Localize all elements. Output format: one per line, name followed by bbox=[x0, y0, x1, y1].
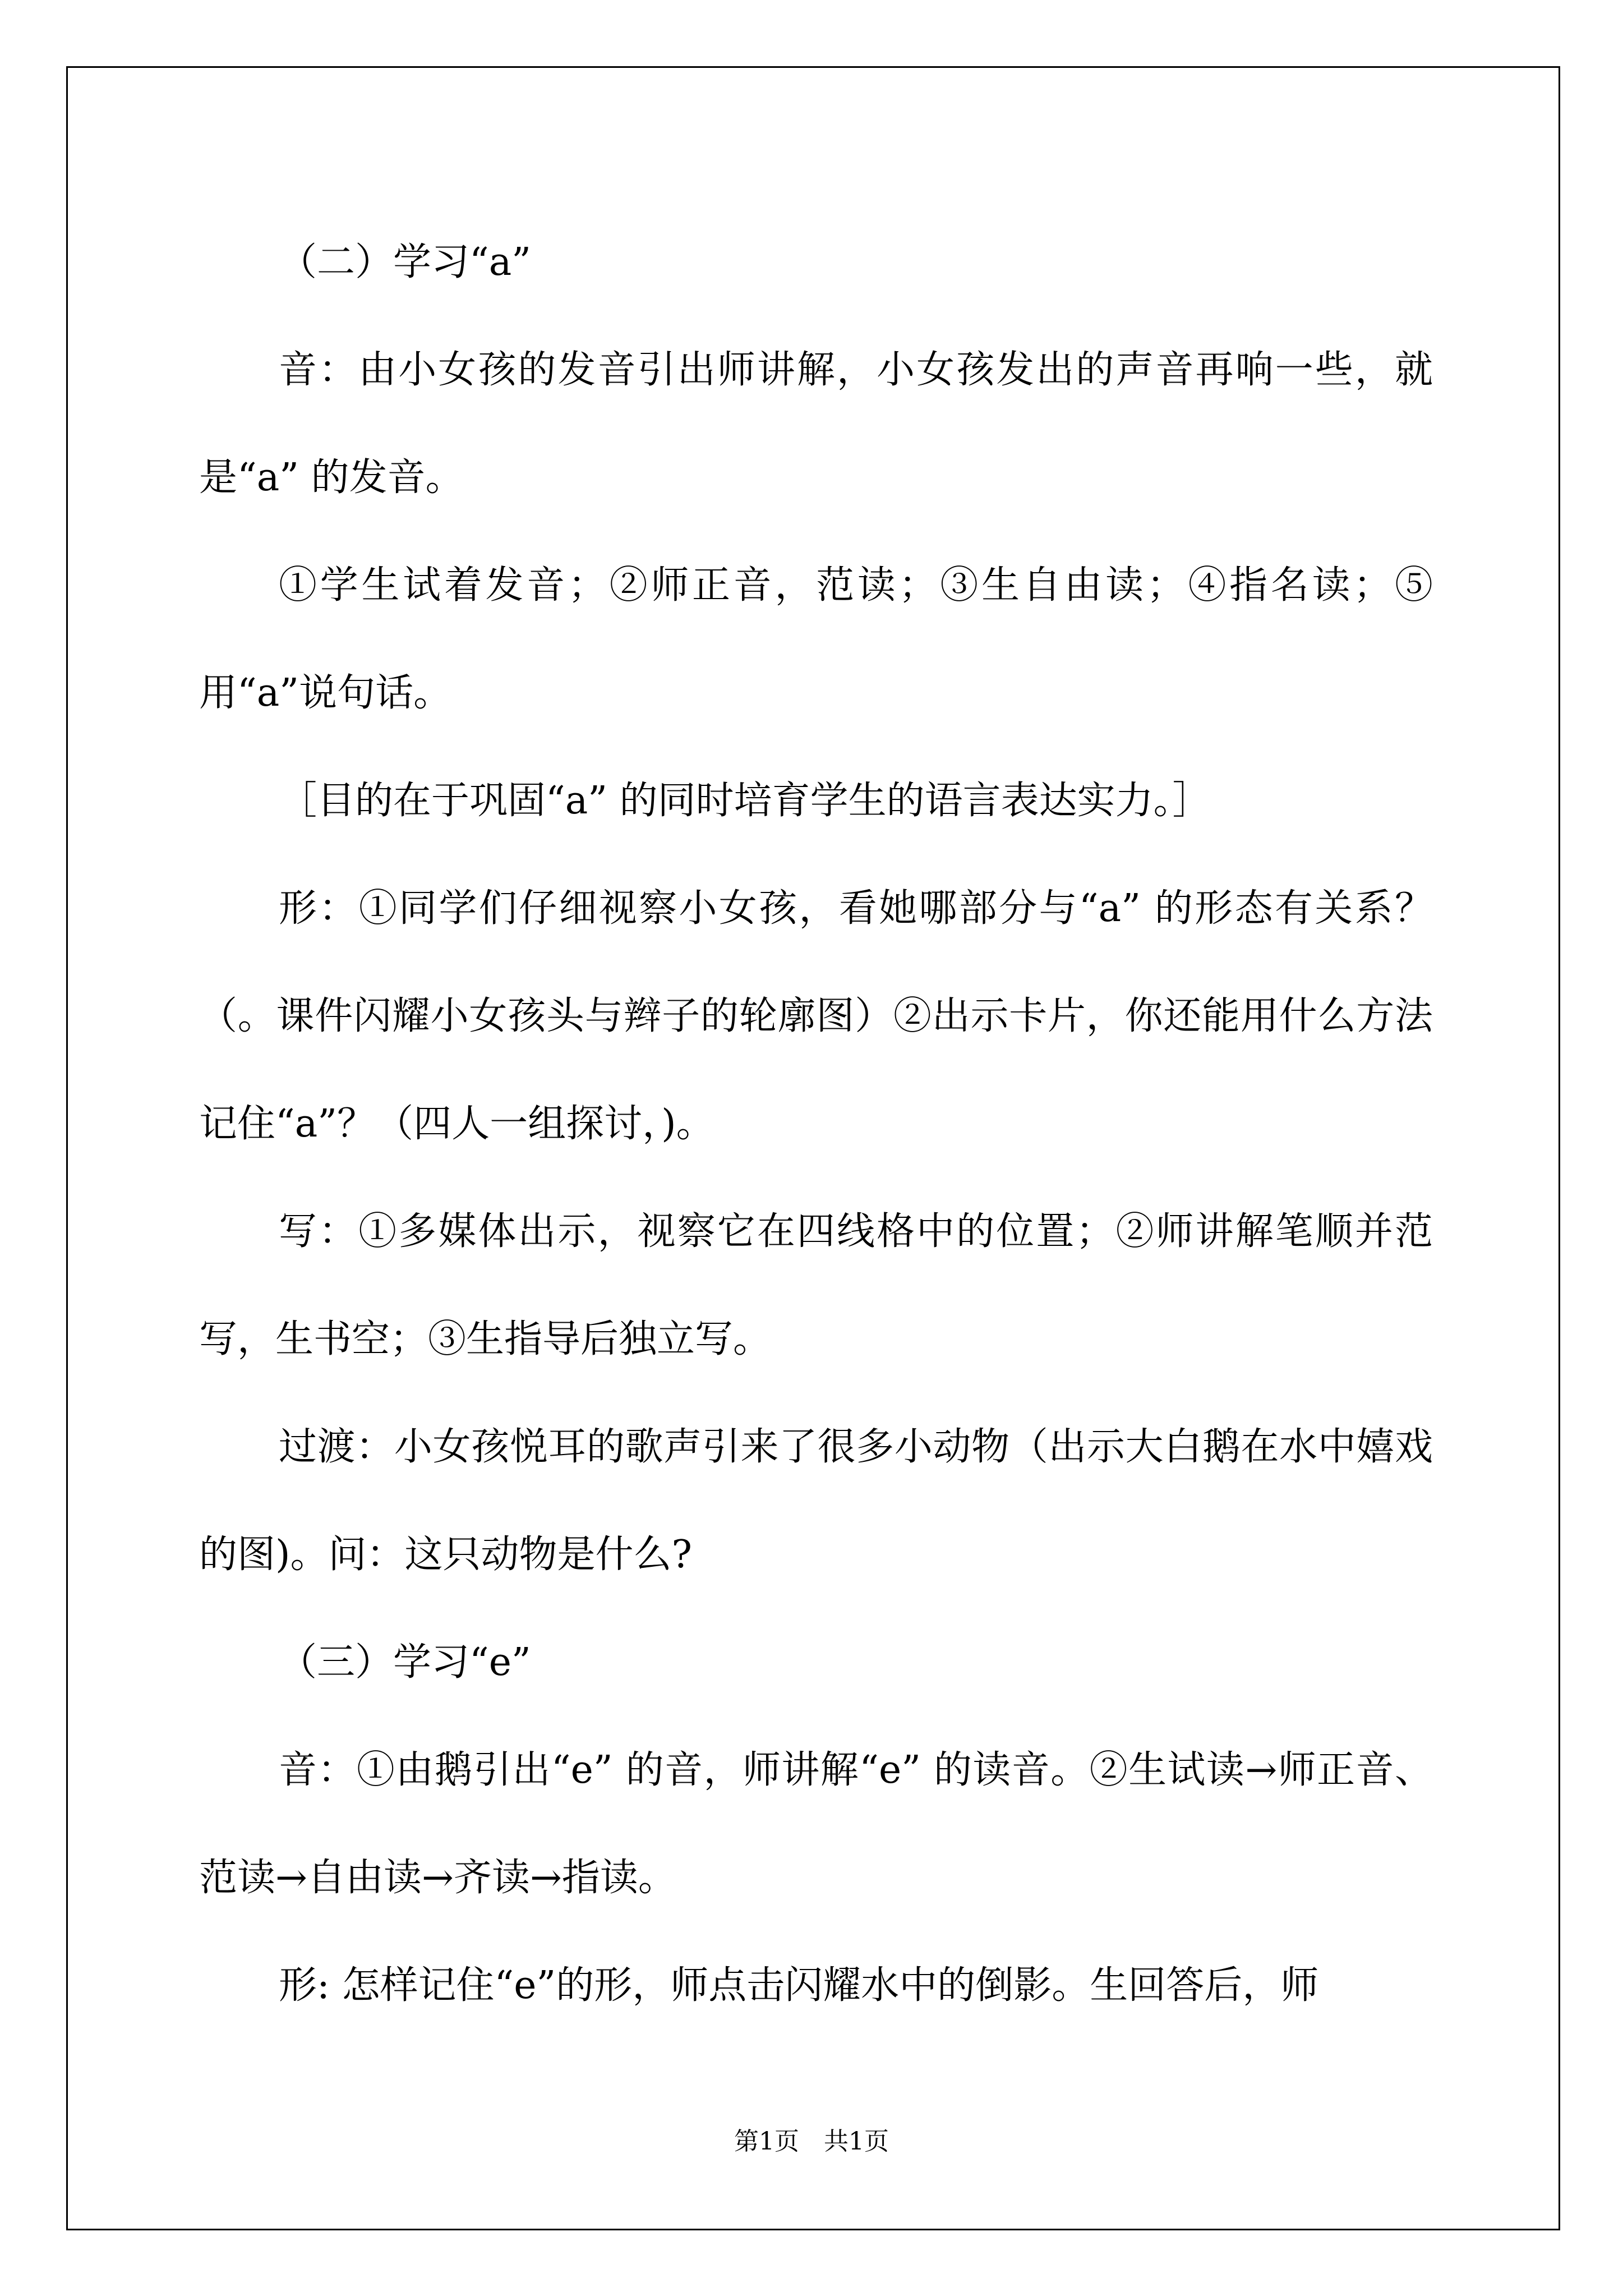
paragraph-shape-a: 形：①同学们仔细视察小女孩，看她哪部分与“a” 的形态有关系？（。课件闪耀小女孩头与辫子的轮廓图）②出示卡片，你还能用什么方法记住“a”？（四人一组探讨，)。 bbox=[199, 886, 1433, 1146]
heading-learn-e: （三）学习“e” bbox=[279, 1640, 531, 1685]
paragraph-write-a: 写：①多媒体出示，视察它在四线格中的位置；②师讲解笔顺并范写，生书空；③生指导后独立写。 bbox=[199, 1209, 1433, 1361]
paragraph-sound-a: 音：由小女孩的发音引出师讲解，小女孩发出的声音再响一些，就是“a” 的发音。 bbox=[199, 348, 1433, 500]
document-body bbox=[199, 209, 1433, 2040]
page-footer: 第1页 共1页 bbox=[734, 2127, 889, 2156]
heading-learn-a: （二）学习“a” bbox=[279, 240, 532, 284]
paragraph-transition: 过渡：小女孩悦耳的歌声引来了很多小动物（出示大白鹅在水中嬉戏的图)。问：这只动物是什么? bbox=[199, 1425, 1433, 1577]
paragraph-sound-e: 音：①由鹅引出“e” 的音，师讲解“e” 的读音。②生试读→师正音、范读→自由读→齐读→指读。 bbox=[199, 1748, 1433, 1900]
paragraph-steps-a: ①学生试着发音；②师正音，范读；③生自由读；④指名读；⑤用“a”说句话。 bbox=[199, 563, 1433, 715]
paragraph-purpose: ［目的在于巩固“a” 的同时培育学生的语言表达实力。］ bbox=[279, 779, 1211, 823]
paragraph-shape-e: 形: 怎样记住“e”的形，师点击闪耀水中的倒影。生回答后，师 bbox=[279, 1963, 1319, 2008]
